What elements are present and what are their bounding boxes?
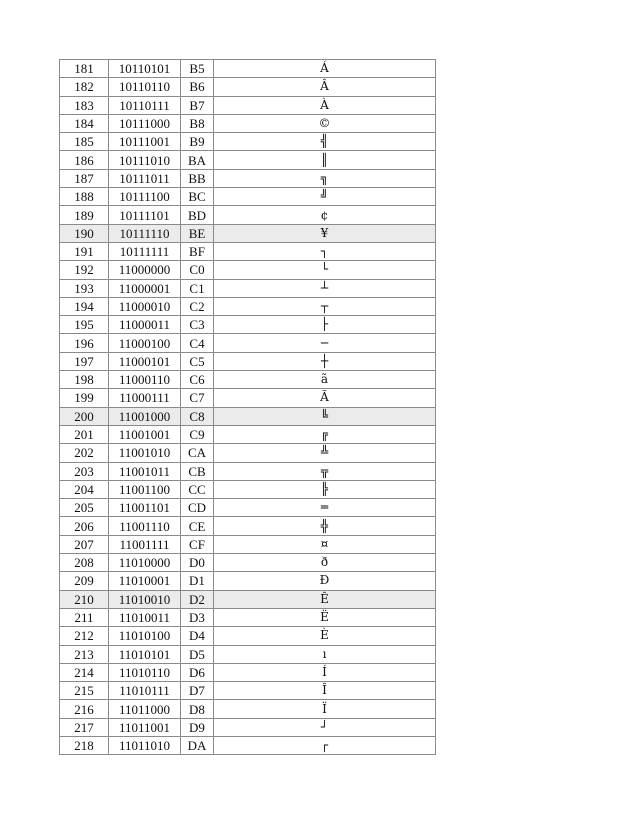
hex-cell: BF [181, 242, 214, 260]
table-row [60, 627, 436, 645]
character-cell: ¥ [214, 224, 436, 242]
table-row [60, 480, 436, 498]
binary-cell: 11010000 [109, 554, 181, 572]
binary-cell: 11011000 [109, 700, 181, 718]
character-cell: ╚ [214, 407, 436, 425]
binary-cell: 11001111 [109, 535, 181, 553]
binary-cell: 11001010 [109, 444, 181, 462]
table-row [60, 352, 436, 370]
character-cell: ╦ [214, 462, 436, 480]
binary-cell: 10110110 [109, 78, 181, 96]
table-row [60, 151, 436, 169]
hex-cell: D0 [181, 554, 214, 572]
binary-cell: 11011010 [109, 736, 181, 754]
character-cell: ║ [214, 151, 436, 169]
decimal-cell: 188 [60, 188, 109, 206]
ascii-code-table-body [60, 60, 436, 755]
binary-cell: 10111111 [109, 242, 181, 260]
hex-cell: C0 [181, 261, 214, 279]
character-cell: Î [214, 682, 436, 700]
character-cell: ı [214, 645, 436, 663]
table-row [60, 96, 436, 114]
table-row [60, 297, 436, 315]
table-row [60, 389, 436, 407]
hex-cell: C4 [181, 334, 214, 352]
binary-cell: 10111001 [109, 133, 181, 151]
binary-cell: 11010011 [109, 608, 181, 626]
character-cell: └ [214, 261, 436, 279]
hex-cell: C1 [181, 279, 214, 297]
character-cell: © [214, 114, 436, 132]
decimal-cell: 182 [60, 78, 109, 96]
decimal-cell: 214 [60, 663, 109, 681]
binary-cell: 11000100 [109, 334, 181, 352]
character-cell: ╬ [214, 517, 436, 535]
decimal-cell: 199 [60, 389, 109, 407]
binary-cell: 11010010 [109, 590, 181, 608]
binary-cell: 11000010 [109, 297, 181, 315]
binary-cell: 11000001 [109, 279, 181, 297]
hex-cell: BC [181, 188, 214, 206]
hex-cell: B7 [181, 96, 214, 114]
character-cell: ╣ [214, 133, 436, 151]
hex-cell: CA [181, 444, 214, 462]
character-cell: Ï [214, 700, 436, 718]
table-row [60, 572, 436, 590]
binary-cell: 11010100 [109, 627, 181, 645]
table-row [60, 371, 436, 389]
decimal-cell: 197 [60, 352, 109, 370]
character-cell: ╝ [214, 188, 436, 206]
hex-cell: CB [181, 462, 214, 480]
hex-cell: C7 [181, 389, 214, 407]
binary-cell: 11010110 [109, 663, 181, 681]
hex-cell: C2 [181, 297, 214, 315]
hex-cell: BE [181, 224, 214, 242]
character-cell: ╩ [214, 444, 436, 462]
hex-cell: CE [181, 517, 214, 535]
decimal-cell: 207 [60, 535, 109, 553]
binary-cell: 10111100 [109, 188, 181, 206]
decimal-cell: 193 [60, 279, 109, 297]
decimal-cell: 203 [60, 462, 109, 480]
decimal-cell: 208 [60, 554, 109, 572]
decimal-cell: 216 [60, 700, 109, 718]
character-cell: ┼ [214, 352, 436, 370]
character-cell: ┴ [214, 279, 436, 297]
hex-cell: CF [181, 535, 214, 553]
decimal-cell: 191 [60, 242, 109, 260]
binary-cell: 11000110 [109, 371, 181, 389]
character-cell: Ð [214, 572, 436, 590]
table-row [60, 462, 436, 480]
decimal-cell: 209 [60, 572, 109, 590]
hex-cell: D4 [181, 627, 214, 645]
decimal-cell: 194 [60, 297, 109, 315]
table-row [60, 444, 436, 462]
binary-cell: 11001001 [109, 425, 181, 443]
hex-cell: D6 [181, 663, 214, 681]
table-row [60, 224, 436, 242]
hex-cell: B5 [181, 60, 214, 78]
binary-cell: 11001000 [109, 407, 181, 425]
character-cell: Ê [214, 590, 436, 608]
decimal-cell: 196 [60, 334, 109, 352]
decimal-cell: 186 [60, 151, 109, 169]
table-row [60, 114, 436, 132]
table-row [60, 169, 436, 187]
decimal-cell: 206 [60, 517, 109, 535]
table-row [60, 133, 436, 151]
character-cell: ╔ [214, 425, 436, 443]
decimal-cell: 181 [60, 60, 109, 78]
table-row [60, 590, 436, 608]
hex-cell: B9 [181, 133, 214, 151]
hex-cell: BD [181, 206, 214, 224]
table-row [60, 242, 436, 260]
character-cell: ╗ [214, 169, 436, 187]
character-cell: Ã [214, 389, 436, 407]
decimal-cell: 211 [60, 608, 109, 626]
hex-cell: D8 [181, 700, 214, 718]
decimal-cell: 190 [60, 224, 109, 242]
binary-cell: 11000011 [109, 316, 181, 334]
table-row [60, 663, 436, 681]
table-row [60, 645, 436, 663]
hex-cell: B8 [181, 114, 214, 132]
character-cell: ├ [214, 316, 436, 334]
decimal-cell: 217 [60, 718, 109, 736]
table-row [60, 608, 436, 626]
decimal-cell: 213 [60, 645, 109, 663]
character-cell: Â [214, 78, 436, 96]
character-cell: À [214, 96, 436, 114]
hex-cell: D1 [181, 572, 214, 590]
character-cell: ¤ [214, 535, 436, 553]
character-cell: ┐ [214, 242, 436, 260]
binary-cell: 10111011 [109, 169, 181, 187]
table-row [60, 78, 436, 96]
decimal-cell: 205 [60, 499, 109, 517]
hex-cell: D7 [181, 682, 214, 700]
decimal-cell: 200 [60, 407, 109, 425]
hex-cell: DA [181, 736, 214, 754]
hex-cell: C5 [181, 352, 214, 370]
table-row [60, 188, 436, 206]
character-cell: ã [214, 371, 436, 389]
table-row [60, 60, 436, 78]
table-row [60, 206, 436, 224]
decimal-cell: 192 [60, 261, 109, 279]
table-row [60, 499, 436, 517]
table-row [60, 682, 436, 700]
hex-cell: D9 [181, 718, 214, 736]
table-row [60, 554, 436, 572]
hex-cell: BB [181, 169, 214, 187]
ascii-code-table [59, 59, 436, 755]
table-row [60, 279, 436, 297]
binary-cell: 11001100 [109, 480, 181, 498]
binary-cell: 10111000 [109, 114, 181, 132]
hex-cell: CD [181, 499, 214, 517]
table-row [60, 517, 436, 535]
character-cell: È [214, 627, 436, 645]
table-row [60, 718, 436, 736]
character-cell: Í [214, 663, 436, 681]
binary-cell: 10111110 [109, 224, 181, 242]
hex-cell: C9 [181, 425, 214, 443]
binary-cell: 11000000 [109, 261, 181, 279]
hex-cell: CC [181, 480, 214, 498]
decimal-cell: 198 [60, 371, 109, 389]
decimal-cell: 215 [60, 682, 109, 700]
character-cell: ┌ [214, 736, 436, 754]
table-row [60, 700, 436, 718]
character-cell: ¢ [214, 206, 436, 224]
decimal-cell: 212 [60, 627, 109, 645]
hex-cell: C8 [181, 407, 214, 425]
table-row [60, 535, 436, 553]
binary-cell: 10110111 [109, 96, 181, 114]
character-cell: Ë [214, 608, 436, 626]
binary-cell: 11000101 [109, 352, 181, 370]
decimal-cell: 204 [60, 480, 109, 498]
character-cell: ┘ [214, 718, 436, 736]
decimal-cell: 195 [60, 316, 109, 334]
binary-cell: 10110101 [109, 60, 181, 78]
character-cell: Á [214, 60, 436, 78]
binary-cell: 11010101 [109, 645, 181, 663]
hex-cell: D2 [181, 590, 214, 608]
hex-cell: BA [181, 151, 214, 169]
character-cell: ╠ [214, 480, 436, 498]
binary-cell: 10111101 [109, 206, 181, 224]
binary-cell: 11000111 [109, 389, 181, 407]
table-row [60, 736, 436, 754]
hex-cell: C3 [181, 316, 214, 334]
character-cell: ═ [214, 499, 436, 517]
hex-cell: D3 [181, 608, 214, 626]
table-row [60, 316, 436, 334]
decimal-cell: 183 [60, 96, 109, 114]
decimal-cell: 184 [60, 114, 109, 132]
table-row [60, 425, 436, 443]
decimal-cell: 201 [60, 425, 109, 443]
hex-cell: B6 [181, 78, 214, 96]
hex-cell: C6 [181, 371, 214, 389]
binary-cell: 11010001 [109, 572, 181, 590]
binary-cell: 10111010 [109, 151, 181, 169]
binary-cell: 11001011 [109, 462, 181, 480]
binary-cell: 11011001 [109, 718, 181, 736]
decimal-cell: 210 [60, 590, 109, 608]
character-cell: ð [214, 554, 436, 572]
binary-cell: 11010111 [109, 682, 181, 700]
decimal-cell: 189 [60, 206, 109, 224]
decimal-cell: 202 [60, 444, 109, 462]
table-row [60, 261, 436, 279]
binary-cell: 11001101 [109, 499, 181, 517]
hex-cell: D5 [181, 645, 214, 663]
table-row [60, 334, 436, 352]
character-cell: ─ [214, 334, 436, 352]
table-row [60, 407, 436, 425]
character-cell: ┬ [214, 297, 436, 315]
binary-cell: 11001110 [109, 517, 181, 535]
decimal-cell: 185 [60, 133, 109, 151]
decimal-cell: 218 [60, 736, 109, 754]
decimal-cell: 187 [60, 169, 109, 187]
